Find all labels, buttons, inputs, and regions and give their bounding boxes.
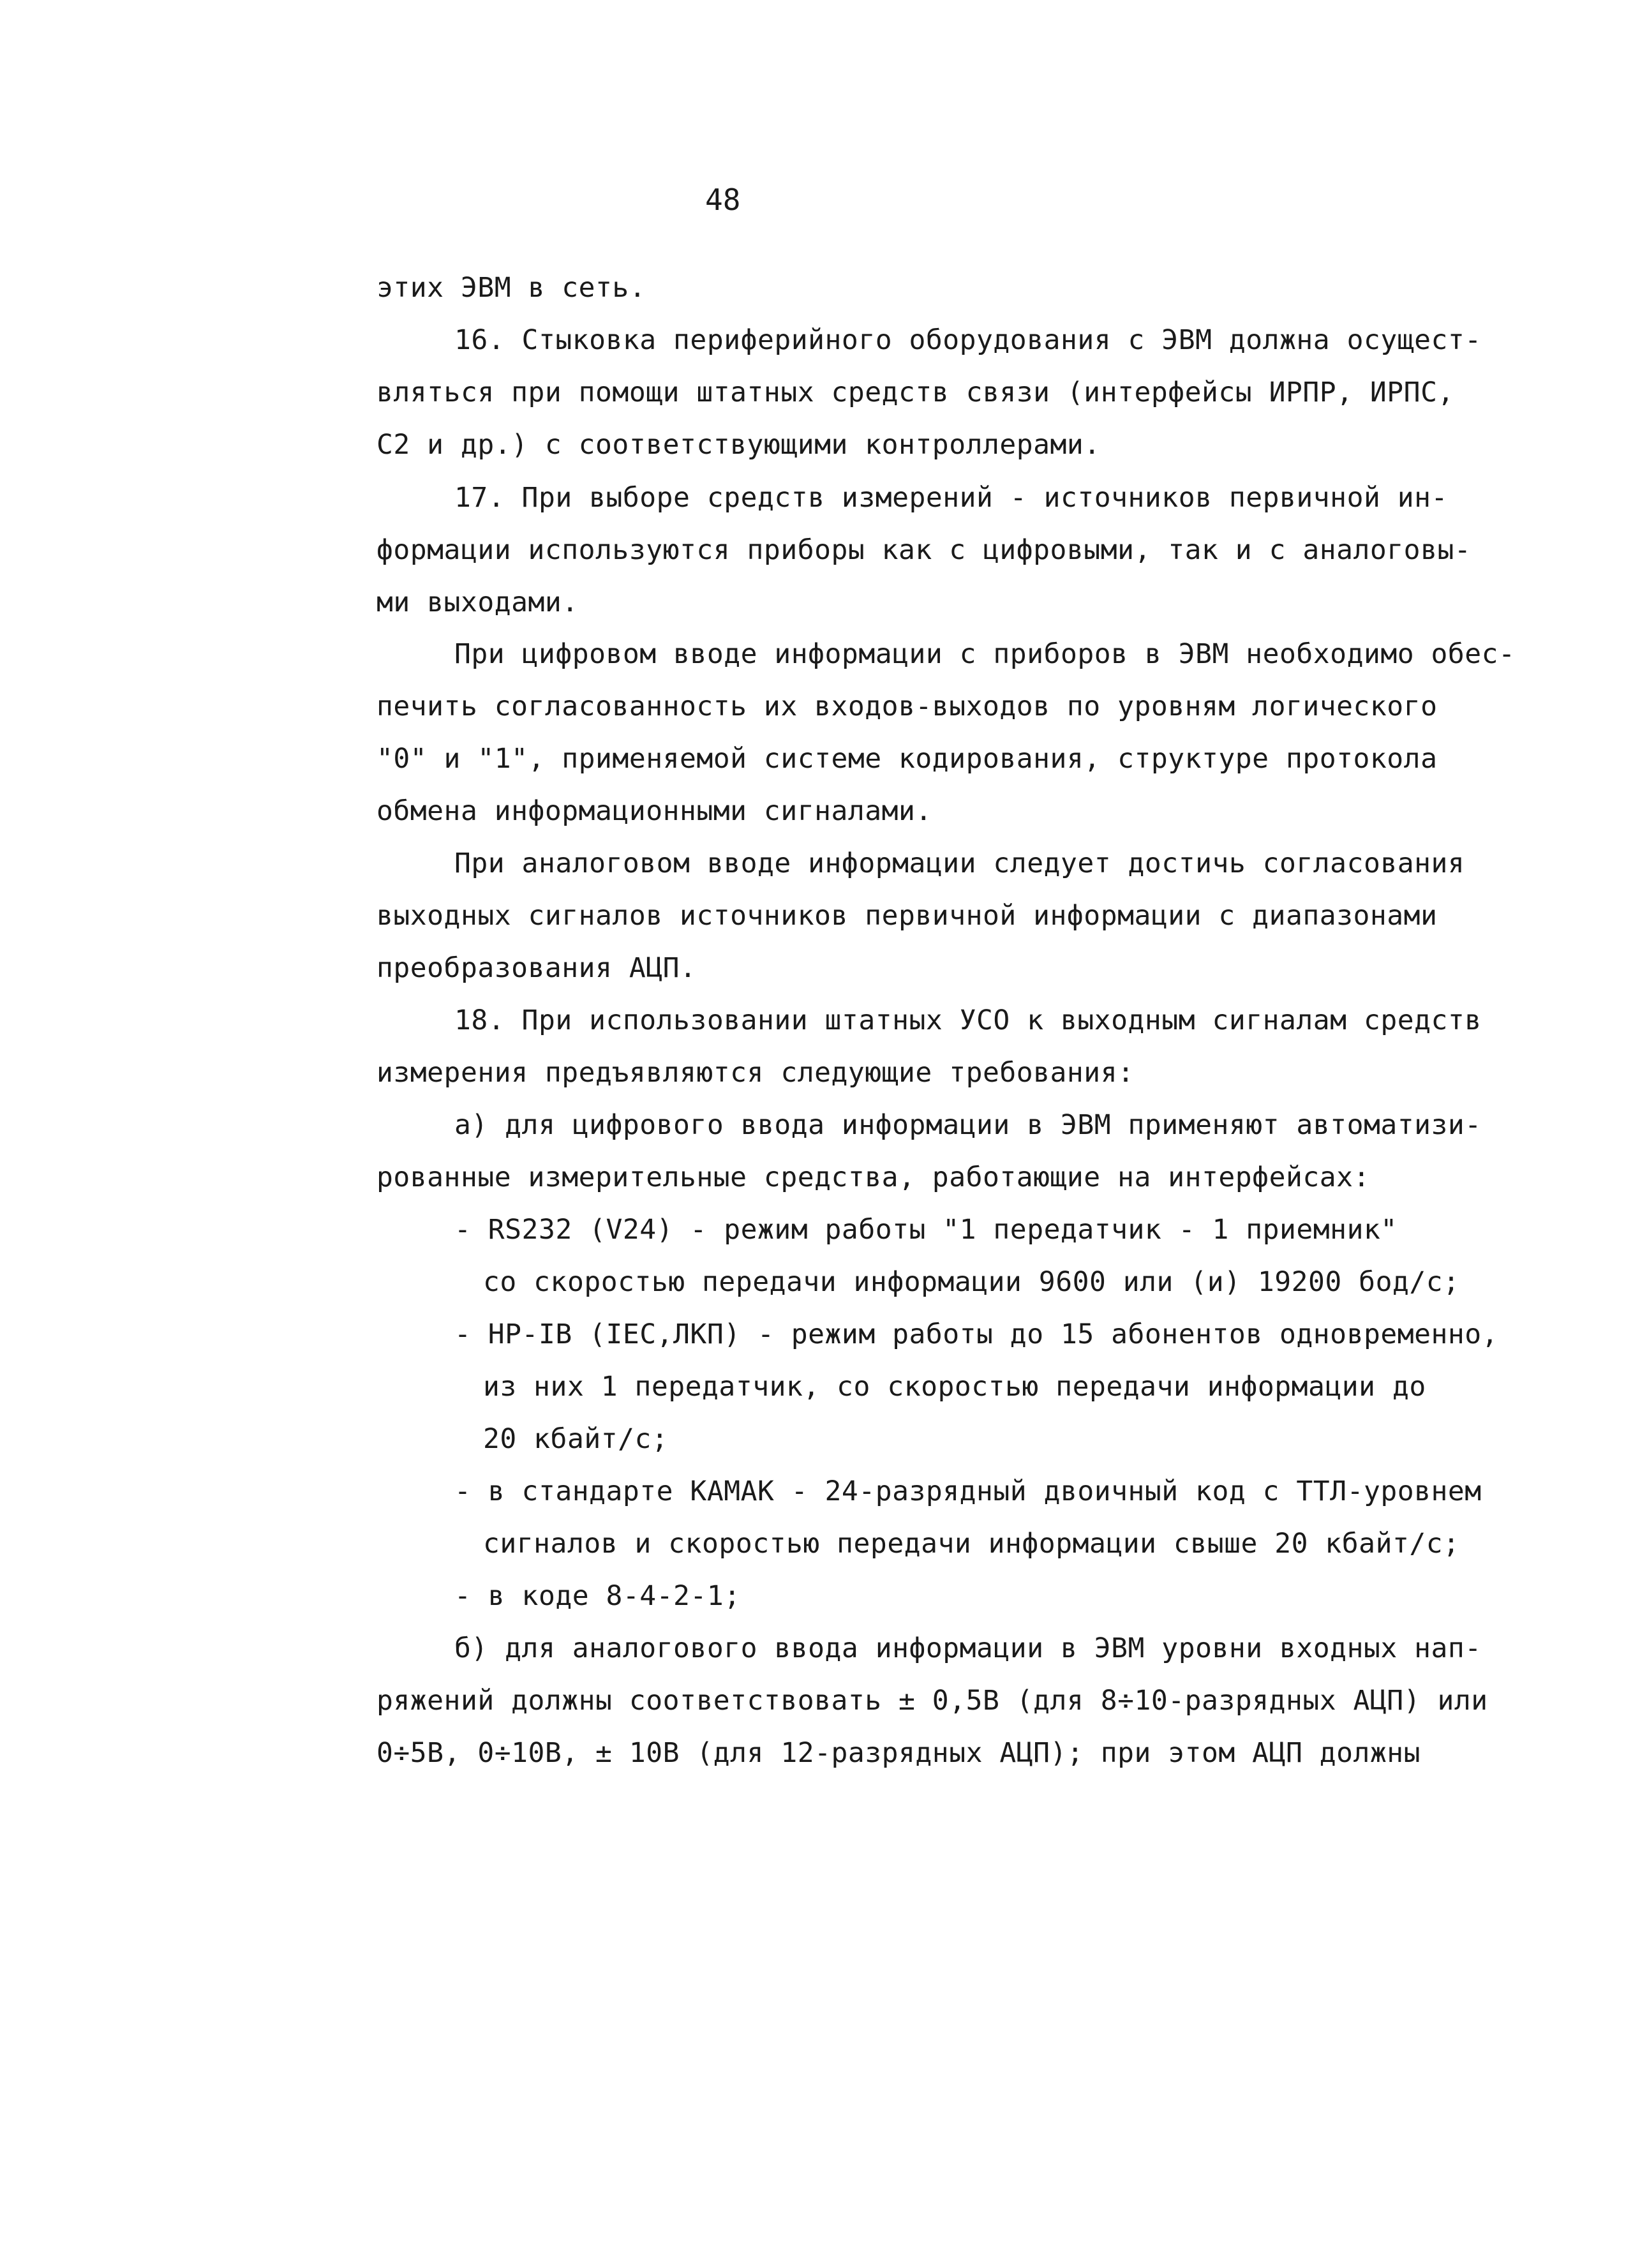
text-line: ми выходами. <box>377 586 579 618</box>
text-line: "0" и "1", применяемой системе кодирования, структуре протокола <box>377 743 1438 775</box>
text-line: - HP-IB (IEC,ЛКП) - режим работы до 15 абонентов одновременно, <box>454 1318 1499 1350</box>
text-line: 0÷5В, 0÷10В, ± 10В (для 12-разрядных АЦП); при этом АЦП должны <box>377 1737 1421 1769</box>
text-line: сигналов и скоростью передачи информации свыше 20 кбайт/с; <box>483 1528 1460 1560</box>
text-line: со скоростью передачи информации 9600 или (и) 19200 бод/с; <box>483 1266 1460 1298</box>
text-line: 20 кбайт/с; <box>483 1423 669 1455</box>
text-line: 18. При использовании штатных УСО к выходным сигналам средств <box>454 1004 1482 1036</box>
text-line: рованные измерительные средства, работающие на интерфейсах: <box>377 1161 1370 1193</box>
text-line: - в коде 8-4-2-1; <box>454 1580 741 1612</box>
text-line: ряжений должны соответствовать ± 0,5В (для 8÷10-разрядных АЦП) или <box>377 1685 1488 1717</box>
text-line: обмена информационными сигналами. <box>377 795 932 827</box>
text-line: из них 1 передатчик, со скоростью передачи информации до <box>483 1371 1426 1403</box>
text-line: печить согласованность их входов-выходов по уровням логического <box>377 690 1438 722</box>
text-line: - RS232 (V24) - режим работы "1 передатчик - 1 приемник" <box>454 1214 1398 1246</box>
text-line: - в стандарте КАМАК - 24-разрядный двоичный код с ТТЛ-уровнем <box>454 1475 1482 1507</box>
text-line: преобразования АЦП. <box>377 952 697 984</box>
text-line: 16. Стыковка периферийного оборудования с ЭВМ должна осущест- <box>454 324 1482 356</box>
text-line: При аналоговом вводе информации следует достичь согласования <box>454 847 1465 879</box>
text-line: С2 и др.) с соответствующими контроллерами. <box>377 429 1101 461</box>
page-number: 48 <box>705 183 741 217</box>
text-line: этих ЭВМ в сеть. <box>377 272 646 304</box>
text-line: б) для аналогового ввода информации в ЭВМ уровни входных нап- <box>454 1632 1482 1664</box>
text-line: вляться при помощи штатных средств связи (интерфейсы ИРПР, ИРПС, <box>377 377 1454 408</box>
text-line: выходных сигналов источников первичной информации с диапазонами <box>377 900 1438 932</box>
text-line: 17. При выборе средств измерений - источников первичной ин- <box>454 482 1448 514</box>
text-line: а) для цифрового ввода информации в ЭВМ применяют автоматизи- <box>454 1109 1482 1141</box>
text-line: измерения предъявляются следующие требования: <box>377 1057 1135 1089</box>
text-line: формации используются приборы как с цифровыми, так и с аналоговы- <box>377 534 1472 566</box>
text-line: При цифровом вводе информации с приборов в ЭВМ необходимо обес- <box>454 638 1516 670</box>
